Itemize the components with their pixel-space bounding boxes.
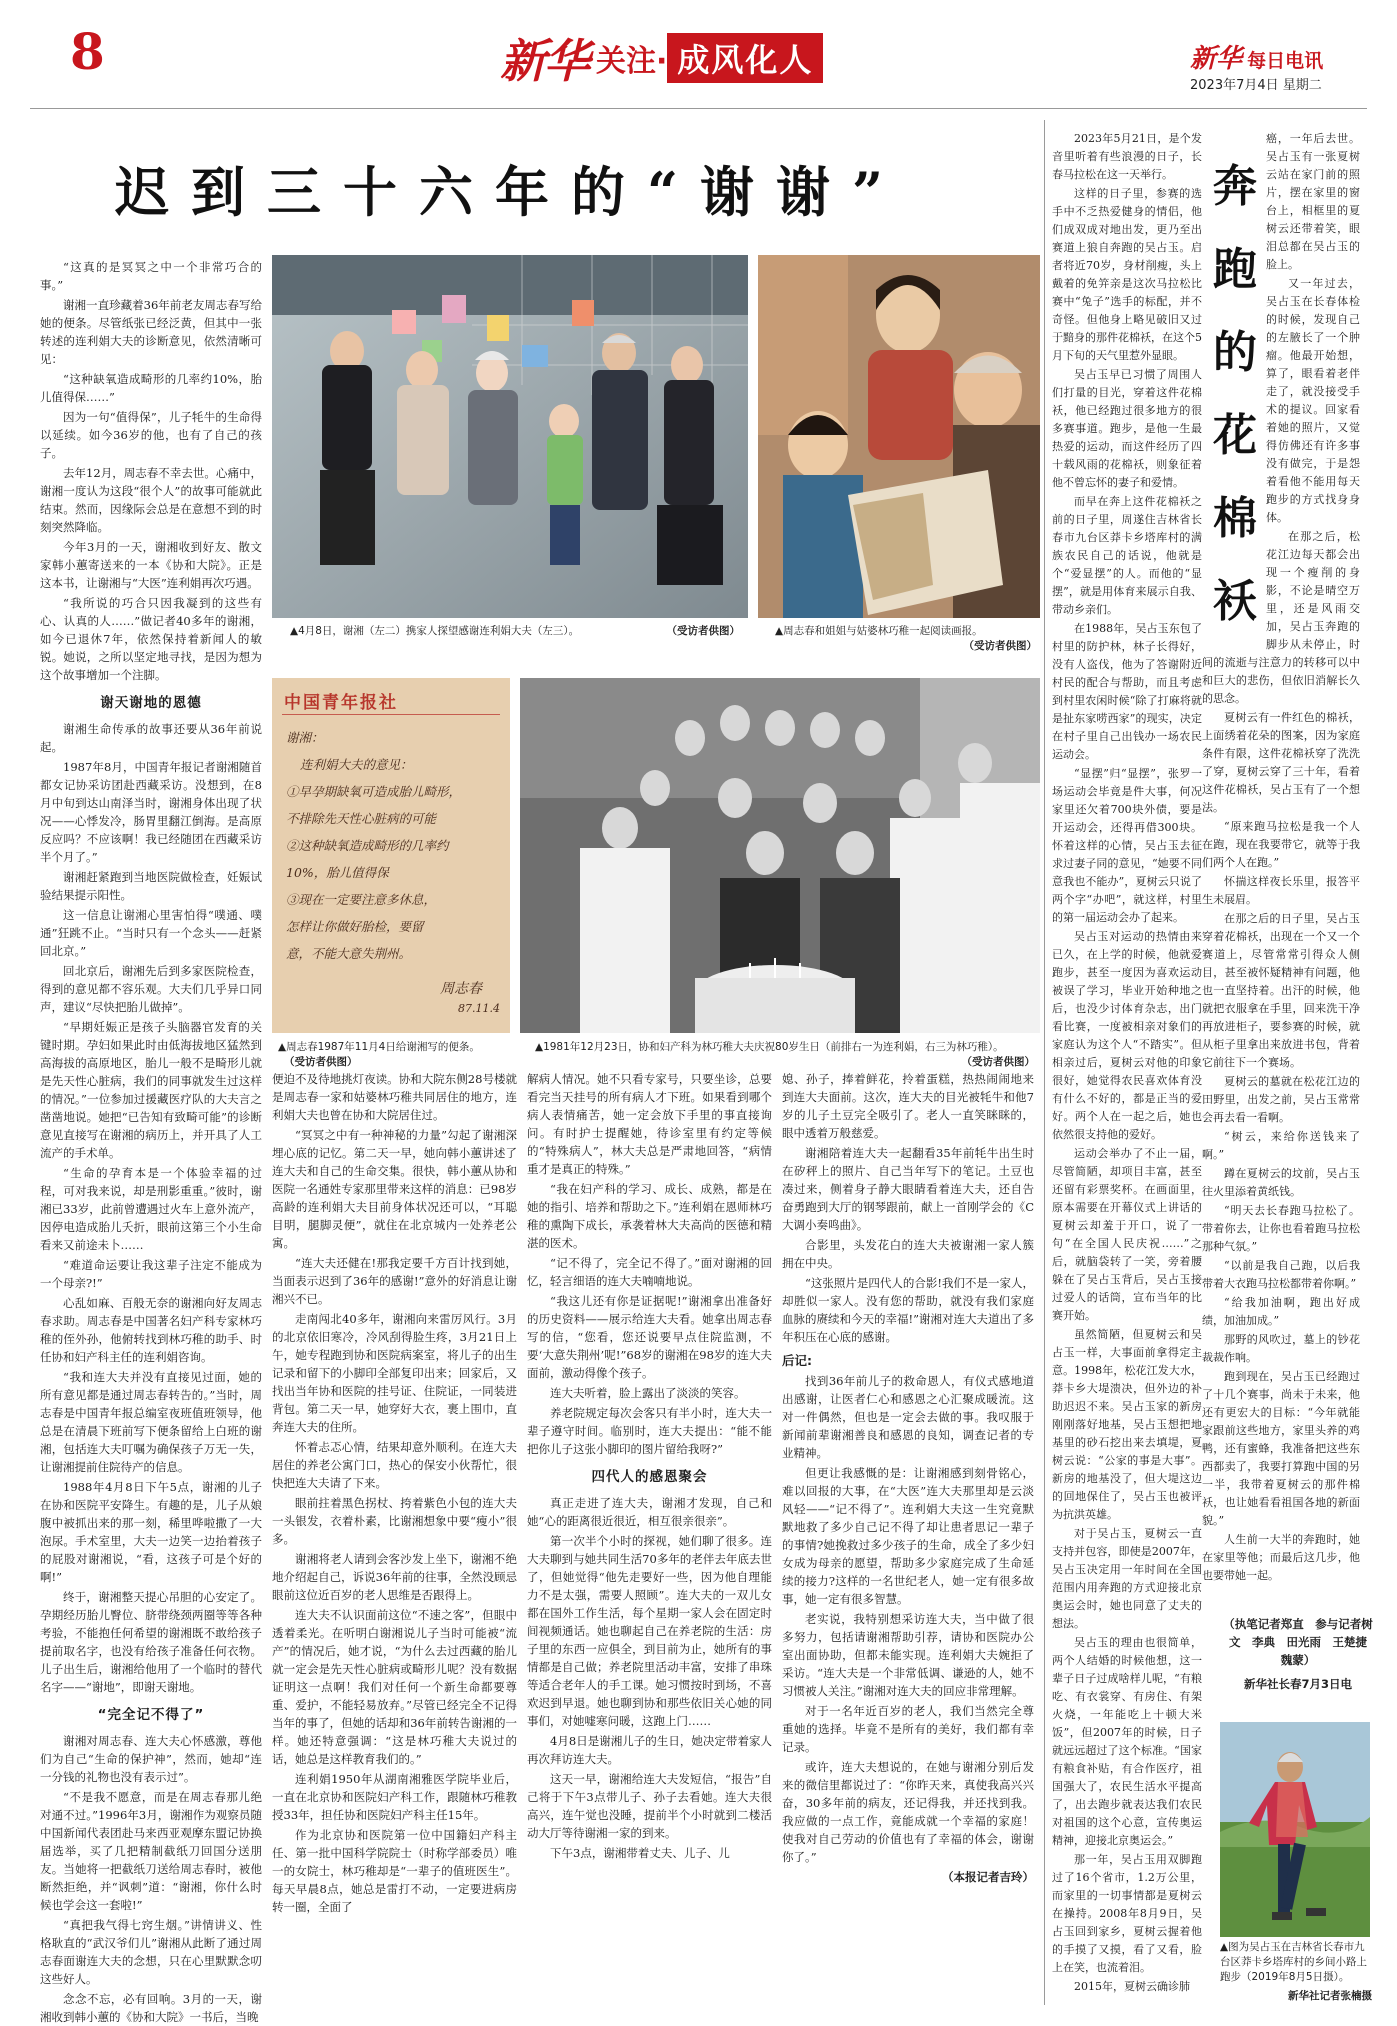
paragraph: 去年12月，周志春不幸去世。心痛中，谢湘一度认为这段“很个人”的故事可能就此结束。然而，因缘际会总是在意想不到的时刻突然降临。 (40, 466, 262, 534)
section-prefix: 关注· (596, 44, 668, 79)
main-headline: 迟到三十六年的“谢谢” (115, 160, 906, 224)
paragraph: 因为一句“值得保”，儿子牦牛的生命得以延续。如今36岁的他，也有了自己的孩子。 (40, 410, 262, 460)
paragraph: 解病人情况。她不只看专家号，只要坐诊，总要看完当天挂号的所有病人才下班。如果看到哪个病人表情痛苦，她一定会放下手里的事直接询问。有时护士提醒她，待诊室里有约定等候的“特殊病人”，林大夫总是严肃地回答，“病情重才是真正的特殊。” (527, 1072, 772, 1176)
headline-char: 花 (1213, 410, 1257, 461)
reading-photo (758, 255, 1040, 618)
runner-caption-text: ▲图为吴占玉在吉林省长春市九台区莽卡乡塔库村的乡间小路上跑步（2019年8月5日摄）。 (1220, 1941, 1367, 1983)
photo1-credit: （受访者供图） (666, 625, 740, 637)
page-number: 8 (70, 22, 105, 81)
paragraph: 在那之后，松花江边每天都会出现一个瘦削的身影，不论是晴空万里，还是风雨交加，吴占玉奔跑的脚步从未停止，时间的流逝与注意力的转移可以中和巨大的悲伤，但依旧消解长久的思念。 (1202, 530, 1360, 705)
family-visit-photo (272, 255, 748, 618)
runner-photo (1220, 1722, 1370, 1937)
paragraph: 下午3点，谢湘带着丈夫、儿子、儿 (550, 1846, 730, 1860)
paragraph: “树云，来给你送钱来了啊。” (1202, 1130, 1360, 1161)
paragraph: “难道命运要让我这辈子注定不能成为一个母亲?!” (40, 1258, 262, 1290)
paragraph: 那野的风吹过，墓上的钞花裁裁作响。 (1202, 1333, 1360, 1364)
photo1-caption (290, 624, 740, 639)
runner-photo-caption (1220, 1940, 1372, 2004)
paragraph: “不是我不愿意，而是在周志春那儿绝对通不过。”1996年3月，谢湘作为观察员随中国新闻代表团赴马来西亚观摩东盟记协换届选举，买了几把精制截纸刀回国分送朋友。当她将一把截纸刀送给周志春时，被他断然拒绝，并“讽刺”道：“谢湘，你什么时候也学会这一套啦!” (40, 1790, 262, 1912)
paragraph: “显摆”归“显摆”，张罗一场运动会毕竟是件大事，何况家里还欠着700块外债，要是开运动会，还得再借300块。怀着这样的心情，吴占玉去征求过妻子同的意见，“她要不同意我也不能办”，夏树云只说了两个字“办吧”，就这样，村里的第一届运动会办了起来。 (1052, 767, 1202, 924)
paragraph: “我在妇产科的学习、成长、成熟，都是在她的指引、培养和帮助之下。”连利娟在恩师林巧稚的熏陶下成长，承袭着林大夫高尚的医德和精湛的医术。 (527, 1182, 772, 1250)
paper-logo: 新华 (1190, 44, 1243, 74)
paragraph: 又一年过去，吴占玉在长春体检的时候，发现自己的左腋长了一个肿瘤。他最开始想，算了，眼看着老伴走了，就没接受手术的提议。回家看着她的照片，又觉得仿佛还有许多事没有做完，于是怨着看他不能用每天跑步的方式找身身体。 (1266, 277, 1360, 524)
paragraph: 运动会举办了不止一届，尽管简陋，却项目丰富，甚至还留有彩票奖杯。在画面里，原本需要在开幕仪式上讲话的夏树云却羞于开口，说了一句“在全国人民庆祝……”之后，就脑袋转了一笑，旁着腰躲在了吴占玉背后，吴占玉接过爱人的话筒，宣布当年的比赛开始。 (1052, 1147, 1202, 1322)
paragraph: 眼前拄着黑色拐杖、挎着紫色小包的连大夫一头银发，衣着朴素，比谢湘想象中要“瘦小”很多。 (272, 1496, 517, 1546)
photo2-caption (775, 624, 1037, 654)
paragraph: “给我加油啊，跑出好成绩，加油加成。” (1202, 1296, 1360, 1327)
paragraph: 回北京后，谢湘先后到多家医院检查，得到的意见都不容乐观。大夫们几乎异口同声，建议“尽快把胎儿做掉”。 (40, 964, 262, 1014)
main-article-column-4 (782, 1070, 1034, 2005)
paper-name: 每日电讯 (1247, 50, 1324, 72)
paragraph: 养老院规定每次会客只有半小时，连大夫一辈子遵守时间。临别时，连大夫提出：“能不能把你儿子这张小脚印的图片留给我呀?” (527, 1406, 772, 1456)
letter-line: 怎样让你做好胎检，要留 (286, 919, 424, 934)
masthead-rule (30, 108, 1367, 109)
paragraph: 在1988年，吴占玉东包了村里的防护林，林子长得好，没有人盗伐，他为了答谢附近村民的配合与帮助，而且考虑到村里农闲时候“除了打麻将就是扯东家唠西家”的现实，决定在村子里自己出钱办一场农民运动会。 (1052, 622, 1202, 761)
paragraph: “我和连大夫并没有直接见过面，她的所有意见都是通过周志春转告的。”当时，周志春是中国青年报总编室夜班值班领导，他总是在清晨下班前写下便条留给上白班的谢湘，包括连大夫叮嘱为确保孩子万无一失，让谢湘提前住院待产的信息。 (40, 1370, 262, 1474)
letterhead: 中国青年报社 (284, 693, 398, 713)
photo4-caption (535, 1040, 1035, 1070)
paragraph: 吴占玉早已习惯了周围人们打量的目光，穿着这件花棉袄，他已经跑过很多地方的很多赛事道。跑步，是他一生最热爱的运动，而这件经历了四十载风雨的花棉袄，则象征着他不曾忘怀的妻子和爱情。 (1052, 368, 1202, 489)
paragraph: 怀揣这样夜长乐里，报答平生未展眉。 (1202, 875, 1360, 906)
side-article-column-b (1202, 130, 1360, 1582)
paragraph: “这真的是冥冥之中一个非常巧合的事。” (40, 260, 262, 292)
paragraph: 今年3月的一天，谢湘收到好友、散文家韩小蕙寄送来的一本《协和大院》。正是这本书，让谢湘与“大医”连利娟再次巧遇。 (40, 540, 262, 590)
paragraph: 但更让我感慨的是：让谢湘感到刻骨铭心，难以回报的大事，在“大医”连大夫那里却是云淡风轻——“记不得了”。连利娟大夫这一生究竟默默地救了多少自己记不得了却让患者思记一辈子的事情?她挽救过多少孩子的生命，成全了多少妇女成为母亲的愿望，帮助多少家庭完成了生命延续的接力?这样的一名世纪老人，她一定有很多故事，她一定有很多智慧。 (782, 1466, 1034, 1606)
runner-photo-credit: 新华社记者张楠摄 (1288, 1990, 1372, 2002)
paragraph: “记不得了，完全记不得了。”面对谢湘的回忆，轻言细语的连大夫喃喃地说。 (527, 1256, 772, 1288)
paragraph: 谢湘赶紧跑到当地医院做检查，妊娠试验结果提示阳性。 (40, 870, 262, 902)
paragraph: 谢湘一直珍藏着36年前老友周志春写给她的便条。尽管纸张已经泛黄，但其中一张转述的连利娟大夫的诊断意见，依然清晰可见： (40, 298, 262, 366)
paragraph: 作为北京协和医院第一位中国籍妇产科主任、第一批中国科学院院士（时称学部委员）唯一的女院士，林巧稚却是“一辈子的值班医生”。每天早晨8点，她总是雷打不动，一定要进病房转一圈，全面了 (272, 1828, 517, 1914)
paragraph: “原来跑马拉松是我一个人在跑，现在我要带它，就等于我们两个人在跑。” (1202, 820, 1360, 869)
letter-date: 87.11.4 (458, 1002, 500, 1015)
headline-char: 奔 (1213, 161, 1257, 212)
photo3-caption-text: ▲周志春1987年11月4日给谢湘写的便条。 (278, 1041, 480, 1053)
paragraph: 便迫不及待地挑灯夜读。协和大院东侧28号楼就是周志春一家和姑婆林巧稚共同居住的地方，连利娟大夫也曾在协和大院居住过。 (272, 1072, 517, 1122)
letter-line: 10%，胎儿值得保 (286, 865, 389, 880)
letter-signature: 周志春 (440, 981, 482, 997)
paragraph: 心乱如麻、百般无奈的谢湘向好友周志春求助。周志春是中国著名妇产科专家林巧稚的侄外孙，他俯转找到林巧稚的助手、时任协和妇产科主任的连利娟咨询。 (40, 1296, 262, 1364)
paper-brand (1190, 38, 1323, 75)
paragraph: 对于一名年近百岁的老人，我们当然完全尊重她的选择。毕竟不是所有的美好，我们都有幸记录。 (782, 1704, 1034, 1754)
paragraph: 老实说，我特别想采访连大夫，当中做了很多努力，包括请谢湘帮助引荐，请协和医院办公室出面协助，但都未能实现。连利娟大夫婉拒了采访。“连大夫是一个非常低调、谦逊的人，她不习惯被人关注。”谢湘对连大夫的回应非常理解。 (782, 1612, 1034, 1698)
paragraph: 1988年4月8日下午5点，谢湘的儿子在协和医院平安降生。有趣的是，儿子从娘腹中被抓出来的那一刻，稀里哗啦撒了一大泡尿。手术室里，大夫一边笑一边抬着孩子的屁股对谢湘说，“看，这孩子可是个好的啊!” (40, 1480, 262, 1584)
paragraph: 吴占玉的理由也很简单，两个人结婚的时候他想，这一辈子日子过成啥样儿呢，“有粮吃、有衣裳穿、有房住、有架火烧，一年能吃上十顿大米饭”，但2007年的时候，日子就远远超过了这个标准。“国家有粮食补贴，有合作医疗，祖国强大了，农民生活水平提高了，出去跑步就表达我们农民对祖国的这个心意，宣传奥运精神，迎接北京奥运会。” (1052, 1636, 1202, 1847)
subheading: “完全记不得了” (97, 1707, 205, 1723)
paragraph: 对于吴占玉，夏树云一直支持并包容，即使是2007年，吴占玉决定用一年时间在全国范围内用奔跑的方式迎接北京奥运会时，她也同意了丈夫的想法。 (1052, 1527, 1202, 1630)
subheading: 谢天谢地的恩德 (100, 695, 202, 711)
paragraph: 终于，谢湘整天提心吊胆的心安定了。孕期经历胎儿臀位、脐带绕颈两圈等等各种考验，不能抱任何希望的谢湘既不敢给孩子提前取名字，也没有给孩子准备任何衣物。儿子出生后，谢湘给他用了一个临时的替代名字——“谢地”，即谢天谢地。 (40, 1590, 262, 1694)
section-name: 成风化人 (667, 33, 823, 83)
paragraph: “我这儿还有你是证据呢!”谢湘拿出准备好的历史资料——展示给连大夫看。她拿出周志春写的信，“您看，您还说要早点住院监测，不要‘大意失荆州’呢!”68岁的谢湘在98岁的连大夫面前，激动得像个孩子。 (527, 1294, 772, 1380)
letter-line: ①早孕期缺氧可造成胎儿畸形， (286, 784, 462, 799)
headline-char: 袄 (1213, 576, 1257, 627)
note-letter-image (272, 678, 510, 1033)
paragraph: 蹲在夏树云的坟前，吴占玉往火里添着黄纸钱。 (1202, 1167, 1360, 1198)
paragraph: 人生前一大半的奔跑时，她在家里等他；而最后这几步，他也要带她一起。 (1202, 1533, 1360, 1582)
paragraph: “明天去长春跑马拉松了。带着你去，让你也看着跑马拉松那种气氛。” (1202, 1204, 1360, 1253)
paragraph: 这天一早，谢湘给连大夫发短信，“报告”自己将于下午3点带儿子、孙子去看她。连大夫很高兴，连午觉也没睡，提前半个小时就到二楼活动大厅等待谢湘一家的到来。 (527, 1772, 772, 1840)
birthday-group-photo (520, 678, 1040, 1033)
paragraph: 怀着忐忑心情，结果却意外顺利。在连大夫居住的养老公寓门口，热心的保安小伙帮忙，很快把连大夫请了下来。 (272, 1440, 517, 1490)
paragraph: 第一次半个小时的探视，她们聊了很多。连大夫聊到与她共同生活70多年的老伴去年底去世了，但她觉得“他先走要好一些，因为他自理能力不是太强，需要人照顾”。连大夫的一双儿女都在国外工作生活，每个星期一家人会在固定时间视频通话。她也聊起自己在养老院的生活：房子里的东西一应俱全，到目前为止，她所有的事情都是自己做；养老院里活动丰富，安排了串珠等适合老年人的手工课。她习惯按时到场，不喜欢迟到早退。她也聊到协和那些依旧关心她的同事们，对她嘘寒问暖，这跑上门…… (527, 1534, 772, 1728)
letter-line: 不排除先天性心脏病的可能 (286, 811, 437, 826)
photo2-credit: （受访者供图） (963, 640, 1037, 652)
paragraph: 2023年5月21日，是个发音里听着有些浪漫的日子，长春马拉松在这一天举行。 (1052, 132, 1202, 181)
quote-paragraph: “这种缺氧造成畸形的几率约10%，胎儿值得保……” (40, 372, 262, 404)
paragraph: “我所说的巧合只因我凝到的这些有心、认真的人……”做记者40多年的谢湘，如今已退休7年，依然保持着新闻人的敏锐。她说，之所以坚定地寻找，是因为想为这个故事增加一个注脚。 (40, 596, 262, 682)
subheading: 四代人的感恩聚会 (591, 1469, 708, 1485)
letter-line: 谢湘： (286, 730, 324, 745)
paragraph: 夏树云有一件红色的棉袄，上面绣着花朵的图案，因为家庭条件有限，这件花棉袄穿了洗洗了穿，夏树云穿了三十年，看着这件花棉袄，吴占玉有了一个想法。 (1202, 711, 1360, 814)
side-authors (1218, 1615, 1378, 1693)
paragraph: 4月8日是谢湘儿子的生日，她决定带着家人再次拜访连大夫。 (527, 1734, 772, 1766)
paragraph: 夏树云的墓就在松花江边的田野里，出发之前，吴占玉常常会再去看一看啊。 (1202, 1075, 1360, 1124)
paragraph: 连利娟1950年从湖南湘雅医学院毕业后，一直在北京协和医院妇产科工作，跟随林巧稚教授33年，担任协和医院妇产科主任15年。 (272, 1772, 517, 1822)
photo1-caption-text: ▲4月8日，谢湘（左二）携家人探望感谢连利娟大夫（左三）。 (290, 625, 580, 637)
paragraph: “真把我气得七窍生烟。”讲情讲义、性格耿直的“武汉爷们儿”谢湘从此断了通过周志春面谢连大夫的念想，只在心里默默念叨这些好人。 (40, 1918, 262, 1986)
photo3-credit: （受访者供图） (284, 1056, 358, 1068)
paragraph: “连大夫还健在!那我定要千方百计找到她，当面表示迟到了36年的感谢!”意外的好消息让谢湘兴不已。 (272, 1256, 517, 1306)
paragraph: 这一信息让谢湘心里害怕得“噗通、噗通”狂跳不止。“当时只有一个念头——赶紧回北京。” (40, 908, 262, 958)
headline-char: 的 (1213, 327, 1257, 378)
letter-line: 意，不能大意失荆州。 (286, 946, 412, 961)
photo4-credit: （受访者供图） (961, 1056, 1035, 1068)
paragraph: 连大夫不认识面前这位“不速之客”，但眼中透着柔光。在听明白谢湘说儿子当时可能被“流产”的情况后，她才说，“为什么去过西藏的胎儿就一定会是先天性心脏病或畸形儿呢？没有数据证明这一点啊！我们对任何一个新生命都要尊重、爱护，不能轻易放弃。”尽管已经完全不记得当年的事了，但她的话却和36年前转告谢湘的一样。她还特意强调：“这是林巧稚大夫说过的话，她总是这样教育我们的。” (272, 1608, 517, 1766)
paragraph: “生命的孕育本是一个体验幸福的过程，可对我来说，却是刑影重重。”彼时，谢湘已33岁，此前曾遭遇过火车上意外流产，因停电造成胎儿夭折，眼前这第三个小生命看来又前途未卜…… (40, 1166, 262, 1252)
photo3-caption (278, 1040, 508, 1070)
byline: （本报记者吉玲） (942, 1870, 1034, 1884)
paragraph: 谢湘对周志春、连大夫心怀感激，尊他们为自己“生命的保护神”，然而，她却“连一分钱的礼物也没有表示过”。 (40, 1734, 262, 1784)
letter-line: ③现在一定要注意多休息， (286, 892, 437, 907)
letter-line: 连利娟大夫的意见： (300, 757, 413, 772)
paragraph: 而早在奔上这件花棉袄之前的日子里，周遂住吉林省长春市九台区莽卡乡塔库村的满族农民自己的话说，他就是个“爱显摆”的人。而他的“显摆”，就是用体育来展示自我、带动乡亲们。 (1052, 495, 1202, 616)
paragraph: 癌，一年后去世。吴占玉有一张夏树云站在家门前的照片，摆在家里的窗台上，相框里的夏树云还带着笑，眼泪总都在吴占玉的脸上。 (1266, 132, 1360, 271)
main-article-column-1 (40, 258, 262, 2024)
paragraph: 走南闯北40多年，谢湘向来雷厉风行。3月的北京依旧寒冷，冷风刮得脸生疼，3月21日上午，她专程跑到协和医院病案室，将儿子的出生记录和留下的小脚印全部复印出来；回家后，又找出当年协和医院的挂号证、住院证，一同装进背包。第二天一早，她穿好大衣，裹上围巾，直奔连大夫的住所。 (272, 1312, 517, 1434)
paragraph: 或许，连大夫想说的，在她与谢湘分别后发来的微信里都说过了：“你昨天来，真使我高兴兴奋，30多年前的病友，还记得我，并还找到我。我应做的一点工作，竟能成就一个幸福的家庭！使我对自己劳动的价值也有了幸福的体会，谢谢你了。” (782, 1760, 1034, 1864)
issue-date: 2023年7月4日 星期二 (1190, 78, 1322, 93)
section-divider (1044, 120, 1045, 2005)
paragraph: “冥冥之中有一种神秘的力量”勾起了谢湘深埋心底的记忆。第二天一早，她向韩小蕙讲述了连大夫和自己的生命交集。很快，韩小蕙从协和医院一名通姓专家那里带来这样的消息：已98岁高龄的连利娟大夫目前身体状况还可以，“耳聪目明，腿脚灵便”，就住在北京城内一处养老公寓。 (272, 1128, 517, 1250)
paragraph: 在那之后的日子里，吴占玉穿着花棉袄，出现在一个又一个赛道上，尽管常常引得众人侧目，甚至被怀疑精神有问题，他也一直坚持着。出汗的时候，他就把衣服拿在手里，回来洗干净再放进柜子，要参赛的时候，就从柜子里拿出来放进书包，背着它前往下一个赛场。 (1202, 912, 1360, 1069)
authors-line: （执笔记者郑直 参与记者树文 李典 田光雨 王楚捷 魏蒙） (1223, 1617, 1379, 1667)
letter-body (286, 724, 496, 967)
paragraph: 谢湘将老人请到会客沙发上坐下，谢湘不绝地介绍起自己，诉说36年前的往事，全然没顾忌眼前这位近百岁的老人思维是否跟得上。 (272, 1552, 517, 1602)
paragraph: 谢湘生命传承的故事还要从36年前说起。 (40, 722, 262, 754)
paragraph: 真正走进了连大夫，谢湘才发现，自己和她“心的距离很近很近，相互很亲很亲”。 (527, 1496, 772, 1528)
photo4-caption-text: ▲1981年12月23日，协和妇产科为林巧稚大夫庆祝80岁生日（前排右一为连利娟，右三为林巧稚）。 (535, 1041, 1004, 1053)
paragraph: 跑到现在，吴占玉已经跑过了十几个赛事，尚未于未来，他还有更宏大的目标：“今年就能家跟前这些地方，家里头养的鸡鸭，还有蜜蜂，我准备把这些东西都卖了，我要打算跑中国的另一半，我带着夏树云的那件棉袄，也让她看看祖国各地的新面貌。” (1202, 1370, 1360, 1527)
paragraph: 找到36年前儿子的救命恩人，有仪式感地道出感谢，让医者仁心和感恩之心汇聚成暖流。这对一件偶然，但也是一定会去做的事。我叹服于新闻前辈谢湘善良和感恩的良知，调查记者的专业精神。 (782, 1374, 1034, 1460)
masthead-section (500, 30, 823, 86)
paragraph: 媳、孙子，捧着鲜花，拎着蛋糕，热热闹闹地来到连大夫面前。这次，连大夫的目光被牦牛和他7岁的儿子土豆完全吸引了。老人一直笑眯眯的，眼中透着万般慈爱。 (782, 1072, 1034, 1140)
paragraph: 虽然简陋，但夏树云和吴占玉一样，大事面前拿得定主意。1998年，松花江发大水，莽卡乡大堤溃决，但外边的补助迟迟不来。吴占玉家的新房刚刚落好地基，吴占玉想把地基里的砂石挖出来去填堤，夏树云说：“公家的事是大事”。新房的地基没了，但大堤这边的回地保住了，吴占玉也被评为抗洪英雄。 (1052, 1328, 1202, 1521)
photo2-caption-text: ▲周志春和姐姐与姑婆林巧稚一起阅读画报。 (775, 625, 983, 637)
paragraph: 这样的日子里，参赛的选手中不乏热爱健身的情侣，他们成双成对地出发，更乃至出赛道上狼自奔跑的吴占玉。启者将近70岁，身材削瘦，头上戴着的免笄亲是这次马拉松比赛中“兔子”选手的标配，并不奇怪。但他身上略见破旧又过于黯身的那件花棉袄，在这个5月下旬的天气里惹外显眼。 (1052, 187, 1202, 362)
paragraph: “早期妊娠正是孩子头脑器官发育的关键时期。孕妇如果此时由低海拔地区猛然到高海拔的高原地区，胎儿一般不是畸形儿就是先天性心脏病，我们的同事就发生过这样的情况。”一位参加过援藏医疗队的大夫言之凿凿地说。她把“已告知有致畸可能”的诊断意见直接写在谢湘的病历上，并开具了人工流产的手术单。 (40, 1020, 262, 1160)
main-article-column-3 (527, 1070, 772, 2005)
paragraph: “这张照片是四代人的合影!我们不是一家人，却胜似一家人。没有您的帮助，就没有我们家庭血脉的赓续和今天的幸福!”谢湘对连大夫道出了多年积压在心底的感谢。 (782, 1276, 1034, 1344)
headline-char: 跑 (1213, 244, 1257, 295)
xinhua-logo: 新华 (500, 34, 588, 88)
paragraph: 连大夫听着，脸上露出了淡淡的笑容。 (550, 1386, 746, 1400)
paragraph: 谢湘陪着连大夫一起翻看35年前牦牛出生时在矽秤上的照片、自己当年写下的笔记。土豆也凑过来，侧着身子静大眼睛看着连大夫，还自告奋勇跑到大厅的钢琴跟前，献上一首刚学会的《C大调小奏鸣曲》。 (782, 1146, 1034, 1232)
side-article-column-a (1052, 130, 1202, 2010)
headline-char: 棉 (1213, 493, 1257, 544)
paragraph: 念念不忘，必有回响。3月的一天，谢湘收到韩小蕙的《协和大院》一书后，当晚 (40, 1992, 262, 2024)
afterword-heading: 后记: (782, 1353, 812, 1368)
paragraph: “以前是我自己跑，以后我带着大衣跑马拉松都带着你啊。” (1202, 1259, 1360, 1290)
paragraph: 1987年8月，中国青年报记者谢湘随首都女记协采访团赴西藏采访。没想到，在8月中旬到达山南泽当时，谢湘身体出现了状况——心悸发冷，肠胃里翻江倒海。是高原反应吗？不应该啊！我已经随团在西藏采访半个月了。” (40, 760, 262, 864)
paragraph: 那一年，吴占玉用双脚跑过了16个省市，1.2万公里，而家里的一切事情都是夏树云在操持。2008年8月9日，吴占玉回到家乡，夏树云握着他的手摸了又摸，看了又看，脸上在笑，也流着泪。 (1052, 1853, 1202, 1974)
letter-line: ②这种缺氧造成畸形的几率约 (286, 838, 449, 853)
paragraph: 2015年，夏树云确诊肺 (1074, 1980, 1190, 1993)
paragraph: 吴占玉对运动的热情由来已久，在上学的时候，他就爱跑步，甚至一度因为喜欢运动被误了学习，毕业开始种地之后，也没少讨体育杂志，出门看比赛，一度被相亲对象们的家庭认为这个人“不踏实”。但相亲过后，夏树云对他的印象很好，她觉得农民喜欢体育没有什么不好的，都是正当的爱好。两个人在一起之后，她也依然很支持他的爱好。 (1052, 930, 1202, 1141)
dateline: 新华社长春7月3日电 (1243, 1677, 1352, 1691)
paragraph: 合影里，头发花白的连大夫被谢湘一家人簇拥在中央。 (782, 1238, 1034, 1270)
main-article-column-2 (272, 1070, 517, 2005)
